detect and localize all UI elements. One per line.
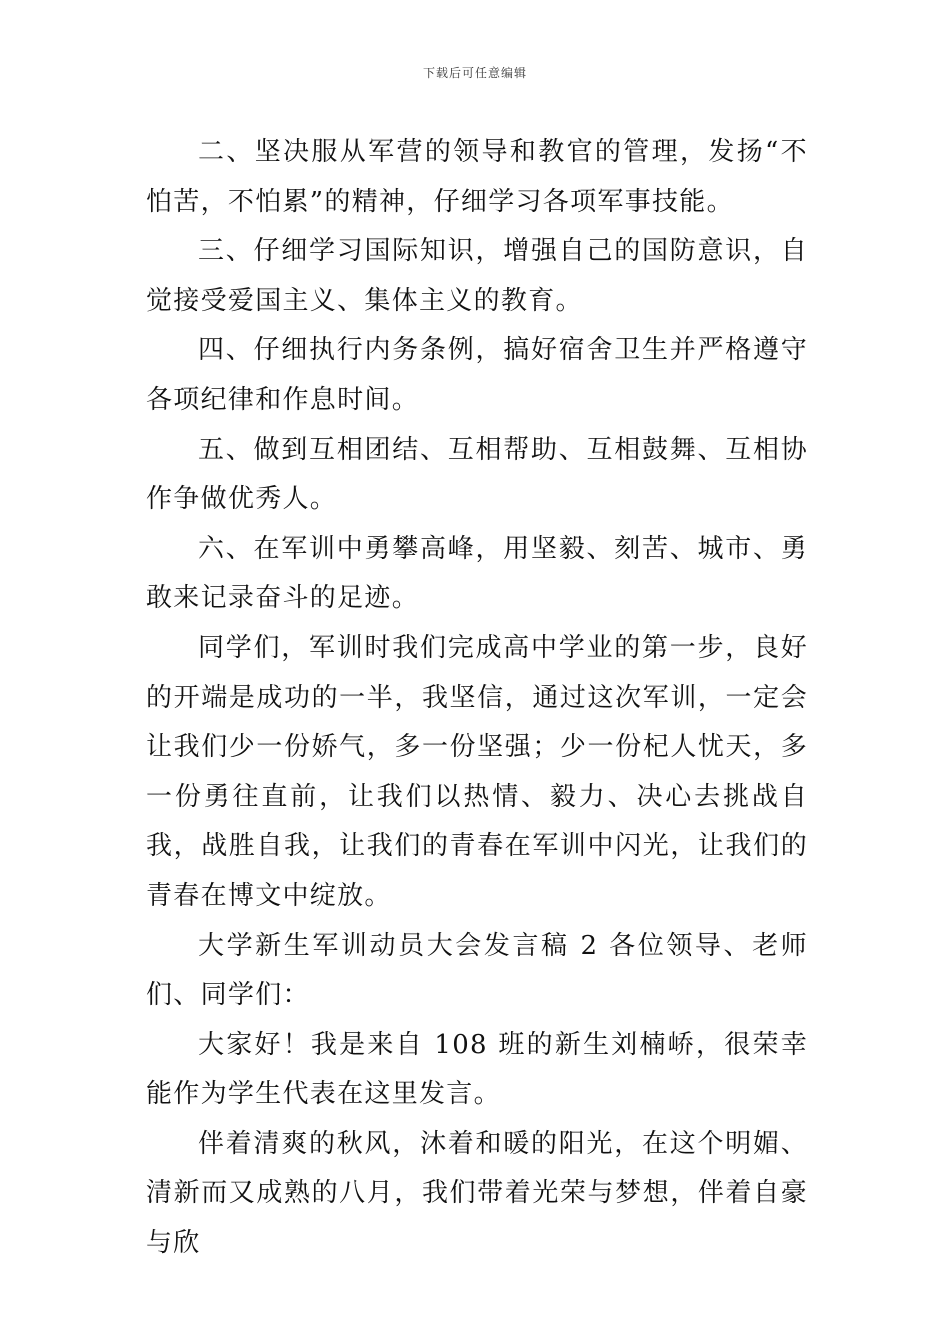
paragraph: 大学新生军训动员大会发言稿 2 各位领导、老师们、同学们：: [146, 930, 808, 1011]
paragraph: 伴着清爽的秋风，沐着和暖的阳光，在这个明媚、清新而又成熟的八月，我们带着光荣与梦想，伴着自豪与欣: [146, 1128, 808, 1259]
paragraph: 同学们，军训时我们完成高中学业的第一步，良好的开端是成功的一半，我坚信，通过这次军训，一定会让我们少一份娇气，多一份坚强；少一份杞人忧天，多一份勇往直前，让我们以热情、毅力、决心去挑战自我，战胜自我，让我们的青春在军训中闪光，让我们的青春在博文中绽放。: [146, 632, 808, 911]
paragraph: 六、在军训中勇攀高峰，用坚毅、刻苦、城市、勇敢来记录奋斗的足迹。: [146, 533, 808, 614]
document-body: [146, 128, 808, 1269]
paragraph: 大家好！我是来自 108 班的新生刘楠峤，很荣幸能作为学生代表在这里发言。: [146, 1029, 808, 1110]
paragraph: 三、仔细学习国际知识，增强自己的国防意识，自觉接受爱国主义、集体主义的教育。: [146, 236, 808, 316]
paragraph: 四、仔细执行内务条例，搞好宿舍卫生并严格遵守各项纪律和作息时间。: [146, 335, 808, 415]
page-header: 下载后可任意编辑: [422, 66, 527, 80]
paragraph: 五、做到互相团结、互相帮助、互相鼓舞、互相协作争做优秀人。: [146, 434, 808, 515]
paragraph: 二、坚决服从军营的领导和教官的管理，发扬“不怕苦，不怕累”的精神，仔细学习各项军事技能。: [146, 137, 808, 217]
